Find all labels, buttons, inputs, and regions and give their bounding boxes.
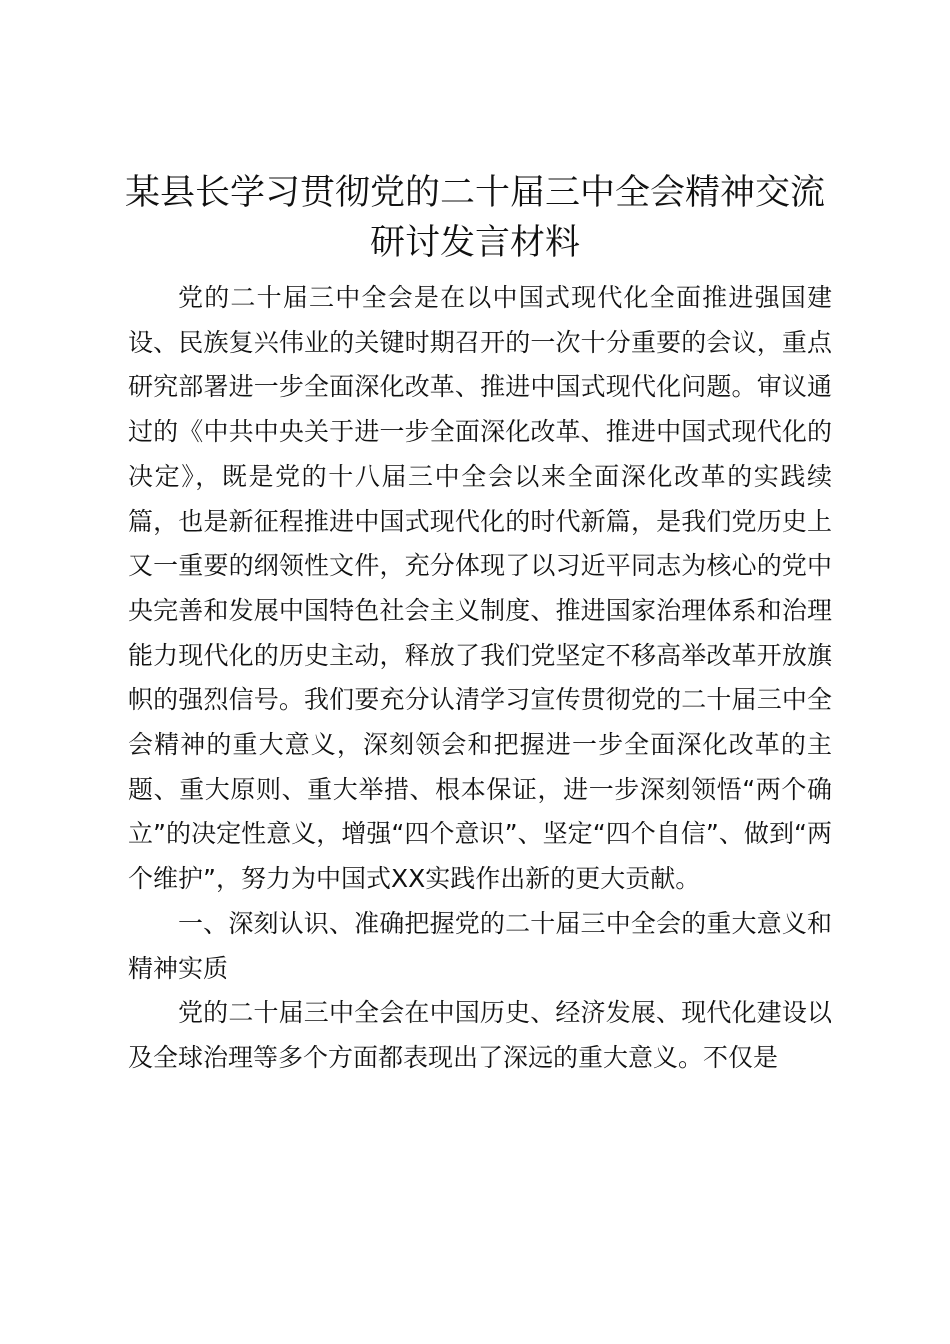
section-heading-1: 一、深刻认识、准确把握党的二十届三中全会的重大意义和精神实质	[128, 908, 832, 983]
document-body	[128, 276, 832, 1081]
intro-paragraph: 党的二十届三中全会是在以中国式现代化全面推进强国建设、民族复兴伟业的关键时期召开的一次十分重要的会议，重点研究部署进一步全面深化改革、推进中国式现代化问题。审议通过的《中共中央关于进一步全面深化改革、推进中国式现代化的决定》，既是党的十八届三中全会以来全面深化改革的实践续篇，也是新征程推进中国式现代化的时代新篇，是我们党历史上又一重要的纲领性文件，充分体现了以习近平同志为核心的党中央完善和发展中国特色社会主义制度、推进国家治理体系和治理能力现代化的历史主动，释放了我们党坚定不移高举改革开放旗帜的强烈信号。我们要充分认清学习宣传贯彻党的二十届三中全会精神的重大意义，深刻领会和把握进一步全面深化改革的主题、重大原则、重大举措、根本保证，进一步深刻领悟“两个确立”的决定性意义，增强“四个意识”、坚定“四个自信”、做到“两个维护”，努力为中国式XX实践作出新的更大贡献。	[128, 283, 832, 894]
document-title: 某县长学习贯彻党的二十届三中全会精神交流研讨发言材料	[124, 173, 825, 263]
section-1-paragraph: 党的二十届三中全会在中国历史、经济发展、现代化建设以及全球治理等多个方面都表现出了深远的重大意义。不仅是	[128, 998, 832, 1072]
